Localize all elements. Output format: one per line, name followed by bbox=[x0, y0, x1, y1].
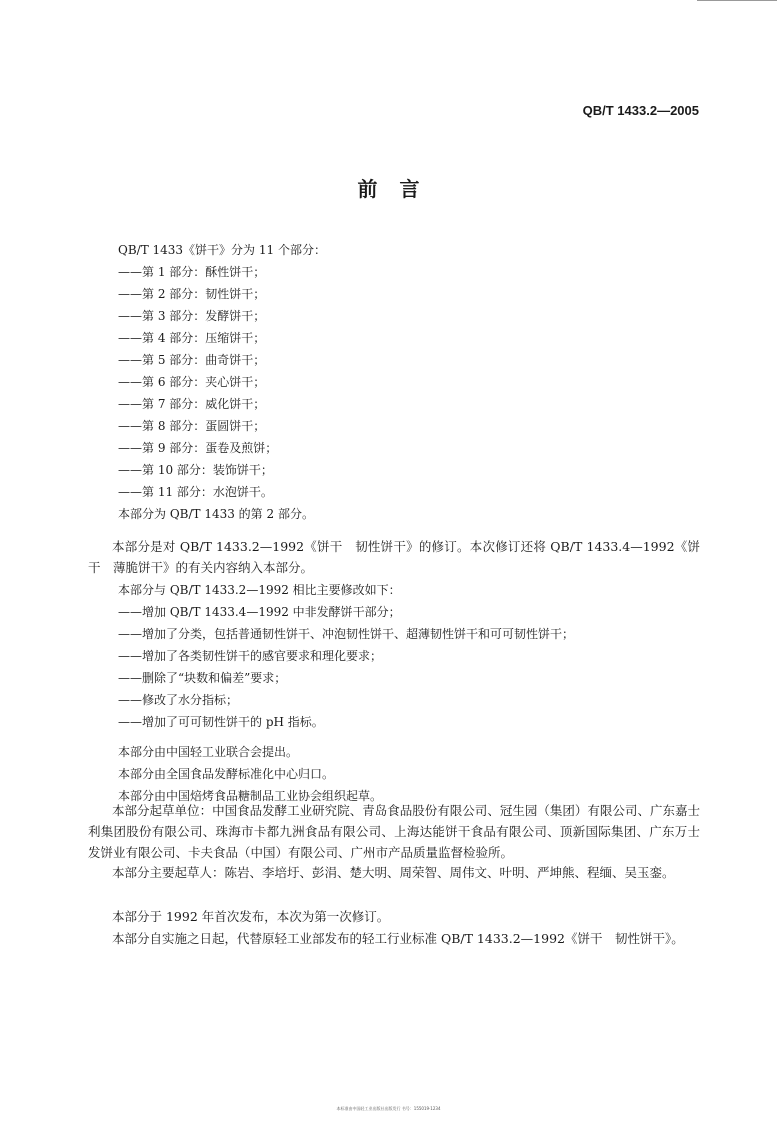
top-rule bbox=[697, 0, 777, 1]
standard-id: QB/T 1433.2—2005 bbox=[582, 103, 699, 118]
part-item-3: ——第 3 部分：发酵饼干； bbox=[118, 309, 266, 323]
part-item-11: ——第 11 部分：水泡饼干。 bbox=[118, 485, 273, 499]
part-item-2: ——第 2 部分：韧性饼干； bbox=[118, 287, 266, 301]
page-footer: 本标准由中国轻工业出版社出版发行 书号：155019·1234 bbox=[336, 1106, 441, 1111]
proposed-by: 本部分由中国轻工业联合会提出。 bbox=[118, 745, 299, 759]
replacement-note: 本部分自实施之日起，代替原轻工业部发布的轻工行业标准 QB/T 1433.2—1992《饼干 韧性饼干》。 bbox=[112, 931, 684, 946]
part-item-9: ——第 9 部分：蛋卷及煎饼； bbox=[118, 441, 278, 455]
first-release: 本部分于 1992 年首次发布，本次为第一次修订。 bbox=[112, 909, 390, 924]
this-part-line: 本部分为 QB/T 1433 的第 2 部分。 bbox=[118, 507, 314, 521]
drafted-organization: 本部分由中国焙烤食品糖制品工业协会组织起草。 bbox=[118, 789, 383, 803]
drafting-units: 本部分起草单位：中国食品发酵工业研究院、青岛食品股份有限公司、冠生园（集团）有限公司、广东嘉士利集团股份有限公司、珠海市卡都九洲食品有限公司、上海达能饼干食品有限公司、顶新国际集团、广东万士发饼业有限公司、卡夫食品（中国）有限公司、广州市产品质量监督检验所。 bbox=[88, 803, 700, 860]
part-item-6: ——第 6 部分：夹心饼干； bbox=[118, 375, 266, 389]
change-item-6: ——增加了可可韧性饼干的 pH 指标。 bbox=[118, 715, 324, 729]
change-item-1: ——增加 QB/T 1433.4—1992 中非发酵饼干部分； bbox=[118, 605, 401, 619]
part-item-5: ——第 5 部分：曲奇饼干； bbox=[118, 353, 266, 367]
part-item-10: ——第 10 部分：装饰饼干； bbox=[118, 463, 273, 477]
change-item-2: ——增加了分类，包括普通韧性饼干、冲泡韧性饼干、超薄韧性饼干和可可韧性饼干； bbox=[118, 627, 575, 641]
change-item-5: ——修改了水分指标； bbox=[118, 693, 239, 707]
centralized-by: 本部分由全国食品发酵标准化中心归口。 bbox=[118, 767, 335, 781]
drafters: 本部分主要起草人：陈岩、李培圩、彭涓、楚大明、周荣智、周伟文、叶明、严坤熊、程缅、吴玉銮。 bbox=[112, 865, 675, 880]
part-item-8: ——第 8 部分：蛋圆饼干； bbox=[118, 419, 266, 433]
change-item-4: ——删除了“块数和偏差”要求； bbox=[118, 671, 287, 685]
changes-intro: 本部分与 QB/T 1433.2—1992 相比主要修改如下： bbox=[118, 583, 401, 597]
intro-line: QB/T 1433《饼干》分为 11 个部分： bbox=[118, 243, 326, 257]
part-item-4: ——第 4 部分：压缩饼干； bbox=[118, 331, 266, 345]
revision-note: 本部分是对 QB/T 1433.2—1992《饼干 韧性饼干》的修订。本次修订还将 QB/T 1433.4—1992《饼干 薄脆饼干》的有关内容纳入本部分。 bbox=[88, 539, 700, 575]
part-item-7: ——第 7 部分：威化饼干； bbox=[118, 397, 266, 411]
page-title: 前言 bbox=[357, 177, 442, 201]
part-item-1: ——第 1 部分：酥性饼干； bbox=[118, 265, 266, 279]
change-item-3: ——增加了各类韧性饼干的感官要求和理化要求； bbox=[118, 649, 383, 663]
